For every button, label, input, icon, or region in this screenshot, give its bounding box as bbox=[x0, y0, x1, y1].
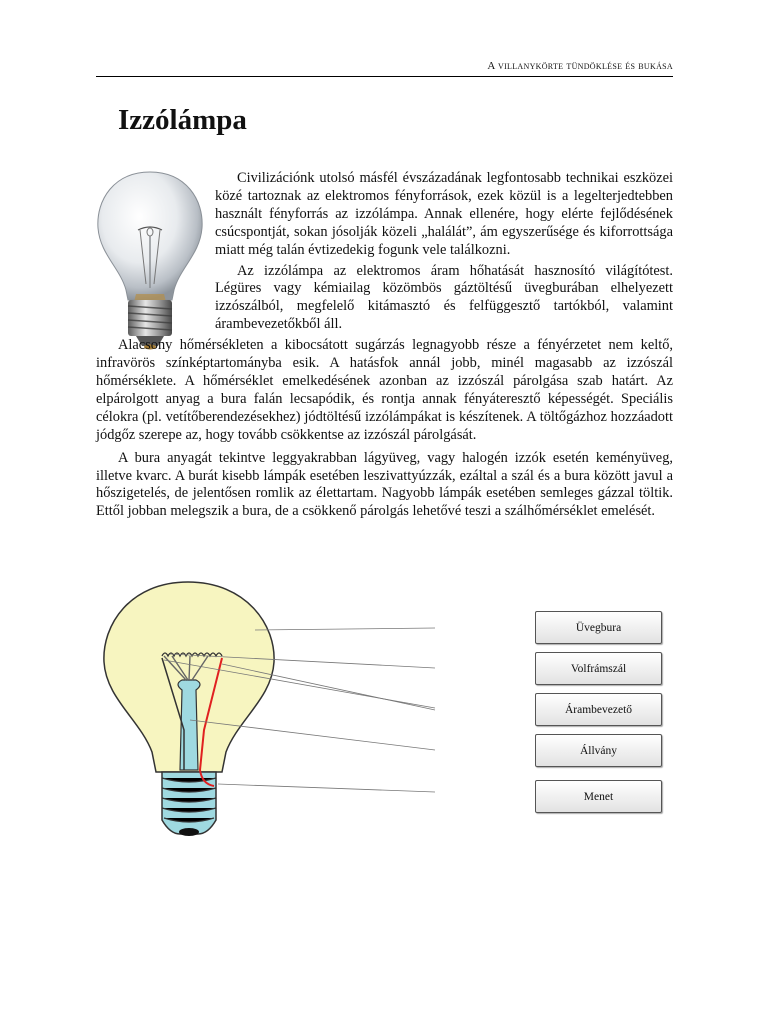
label-arambevezeto: Árambevezető bbox=[535, 693, 662, 726]
paragraph-4: A bura anyagát tekintve leggyakrabban lágyüveg, vagy halogén izzók esetén keményüveg, illetve kvarc. A burát kisebb lámpák esetében leszivattyúzzák, ezáltal a szál és a bura között javul a hőszigetelés, de jelentősen romlik az élettartam. Nagyobb lámpák esetében semleges gázzal töltik. Ettől jobban melegszik a bura, de a csökkenő párolgás lehetővé teszi a szálhőmérséklet emelését. bbox=[96, 449, 673, 520]
label-uvegbura: Üvegbura bbox=[535, 611, 662, 644]
base-contact bbox=[179, 828, 199, 836]
bulb-diagram bbox=[100, 580, 633, 840]
label-menet: Menet bbox=[535, 780, 662, 813]
label-volframszal: Volfrámszál bbox=[535, 652, 662, 685]
label-allvany: Állvány bbox=[535, 734, 662, 767]
bulb-diagram-drawing bbox=[100, 580, 580, 840]
paragraph-1: Civilizációnk utolsó másfél évszázadának legfontosabb technikai eszközei közé tartoznak az elektromos fényforrások, ezek közül is a legelterjedtebben használt fényforrás az izzólámpa. Annak ellenére, hogy elérte fejlődésének csúcspontját, sokan jósolják közeli „halálát”, ám egyszerűsége és kiforrottsága miatt még talán évtizedekig fogunk vele találkozni. bbox=[215, 170, 673, 258]
header-rule bbox=[96, 76, 673, 77]
body-text bbox=[96, 170, 673, 524]
paragraph-2: Az izzólámpa az elektromos áram hőhatását hasznosító világítótest. Légüres vagy kémiailag közömbös gáztöltésű üvegburában elhelyezett izzószálból, megfelelő kitámasztó és felfüggesztő tartókból, valamint árambevezetőkből áll. bbox=[215, 262, 673, 333]
page-title: Izzólámpa bbox=[118, 104, 247, 136]
running-head: A villanykörte tündöklése és bukása bbox=[487, 60, 673, 72]
paragraph-3: Alacsony hőmérsékleten a kibocsátott sugárzás legnagyobb része a fényérzetet nem keltő, infravörös színképtartományba esik. A hatásfok annál jobb, minél magasabb az izzószál hőmérséklete. A hőmérséklet emelkedésének azonban az izzószál párolgása szab határt. Az elpárolgott anyag a bura falán lecsapódik, és rontja annak fényáteresztő képességét. Speciális célokra (pl. vetítőberendezésekhez) jódtöltésű izzólámpákat is készítenek. A töltőgázhoz hozzáadott jódgőz szerepe az, hogy tovább csökkentse az izzószál párolgását. bbox=[96, 337, 673, 443]
